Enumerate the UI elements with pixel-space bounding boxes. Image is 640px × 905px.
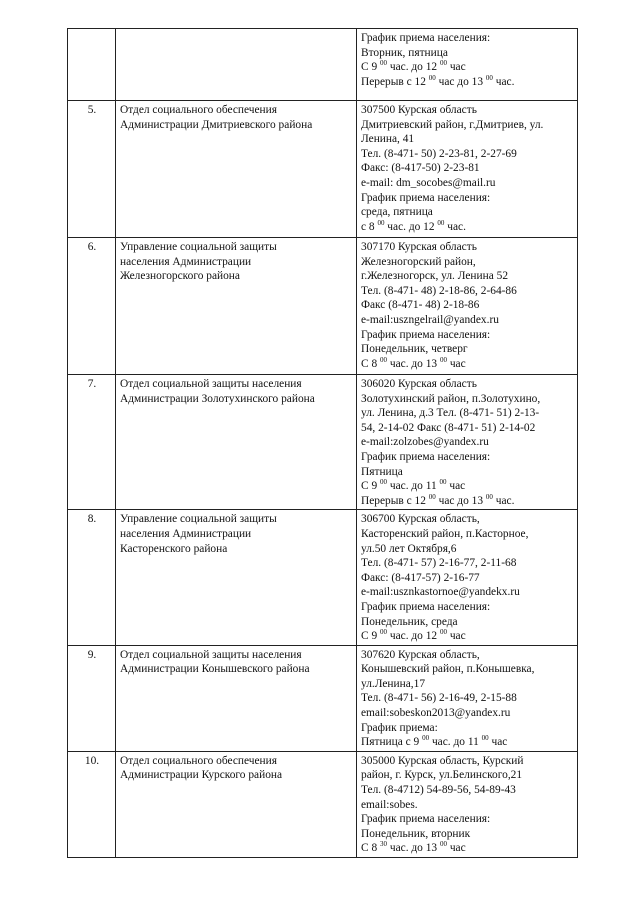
row-number: 10.	[68, 751, 116, 857]
organization-name-line: Отдел социальной защиты населения	[120, 648, 302, 661]
organization-name-line: Управление социальной защиты	[120, 241, 277, 253]
organization-name-line: Железногорского района	[120, 270, 240, 283]
contact-info-line: Понедельник, четверг	[361, 343, 468, 356]
table-row	[68, 101, 578, 238]
contact-info-line: Касторенский район, п.Касторное,	[361, 527, 529, 540]
organization-name-line: Отдел социального обеспечения	[120, 754, 277, 767]
organization-name	[116, 510, 357, 645]
contact-info	[357, 29, 578, 101]
row-number: 9.	[68, 645, 116, 751]
contact-info-line: Факс (8-471- 48) 2-18-86	[361, 299, 480, 312]
contact-info-line: С 9 $^{00}$ час. до 12 $^{00}$ час	[361, 59, 466, 74]
contact-info-line: e-mail:uszngelrail@yandex.ru	[361, 313, 499, 326]
contact-info-line: Факс: (8-417-50) 2-23-81	[361, 162, 480, 175]
organization-name-line: Отдел социальной защиты населения	[120, 378, 302, 390]
row-number: 7.	[68, 375, 116, 510]
row-number: 5.	[68, 101, 116, 238]
contact-info	[357, 375, 578, 510]
contact-info-line: Факс: (8-417-57) 2-16-77	[361, 571, 480, 584]
organization-name-line: Администрации Конышевского района	[120, 663, 310, 676]
organization-name	[116, 375, 357, 510]
organization-name-line: Управление социальной защиты	[120, 513, 277, 526]
table-body	[68, 29, 578, 858]
organization-name	[116, 751, 357, 857]
contact-info-line: Перерыв с 12 $^{00}$ час до 13 $^{00}$ час.	[361, 492, 515, 507]
organization-name-line: Администрации Дмитриевского района	[120, 118, 313, 131]
organization-name	[116, 29, 357, 101]
contact-info-line: ул.50 лет Октября,6	[361, 542, 457, 555]
contact-info-line: e-mail:zolzobes@yandex.ru	[361, 436, 489, 449]
contact-info	[357, 238, 578, 375]
contact-info-line: График приема населения:	[361, 813, 491, 826]
contact-info-line: среда, пятница	[361, 206, 433, 219]
organization-name-line: населения Администрации	[120, 255, 252, 268]
table-row	[68, 510, 578, 645]
contact-info	[357, 510, 578, 645]
contact-info-line: 305000 Курская область, Курский	[361, 754, 524, 767]
organization-name-line: Касторенского района	[120, 542, 228, 555]
row-number: 6.	[68, 238, 116, 375]
contact-info-line: ул.Ленина,17	[361, 677, 426, 690]
table-row	[68, 238, 578, 375]
table-row	[68, 751, 578, 857]
organization-name	[116, 238, 357, 375]
contact-info-line: 307500 Курская область	[361, 104, 477, 116]
contact-info-line: 54, 2-14-02 Факс (8-471- 51) 2-14-02	[361, 421, 536, 434]
contact-info-line: Ленина, 41	[361, 133, 415, 146]
organization-name	[116, 101, 357, 238]
contact-info-line: С 8 $^{30}$ час. до 13 $^{00}$ час	[361, 840, 466, 855]
organization-name-line: Отдел социального обеспечения	[120, 104, 277, 116]
contact-info-line: Железногорский район,	[361, 255, 476, 268]
contact-info-line: Понедельник, среда	[361, 615, 458, 628]
contact-info-line: С 9 $^{00}$ час. до 12 $^{00}$ час	[361, 628, 466, 643]
organization-name-line: населения Администрации	[120, 527, 252, 540]
contact-info-line: 307620 Курская область,	[361, 648, 480, 661]
table-row	[68, 645, 578, 751]
contact-info-line: Пятница	[361, 465, 403, 478]
contact-info-line: С 9 $^{00}$ час. до 11 $^{00}$ час	[361, 478, 466, 493]
table-row	[68, 375, 578, 510]
contact-info-line: Вторник, пятница	[361, 46, 448, 59]
contact-info-line: 306020 Курская область	[361, 378, 477, 390]
organization-name-line: Администрации Курского района	[120, 769, 283, 782]
contact-info-line: e-mail: dm_socobes@mail.ru	[361, 176, 496, 189]
contact-info	[357, 645, 578, 751]
contact-info-line: График приема населения:	[361, 600, 491, 613]
contact-info-line: Тел. (8-471- 48) 2-18-86, 2-64-86	[361, 284, 517, 297]
contact-info-line: Перерыв с 12 $^{00}$ час до 13 $^{00}$ час.	[361, 73, 515, 88]
contact-info-line: Тел. (8-471- 56) 2-16-49, 2-15-88	[361, 692, 517, 705]
contact-info-line: район, г. Курск, ул.Белинского,21	[361, 769, 523, 782]
contact-info-line: e-mail:usznkastornoe@yandekx.ru	[361, 586, 520, 599]
contact-info-line: ул. Ленина, д.3 Тел. (8-471- 51) 2-13-	[361, 407, 540, 420]
contact-info-line: С 8 $^{00}$ час. до 13 $^{00}$ час	[361, 355, 466, 370]
contact-info	[357, 101, 578, 238]
contact-info	[357, 751, 578, 857]
contact-info-line: 307170 Курская область	[361, 241, 477, 253]
contact-info-line: Тел. (8-471- 50) 2-23-81, 2-27-69	[361, 147, 517, 160]
contact-info-line: Дмитриевский район, г.Дмитриев, ул.	[361, 118, 544, 131]
social-protection-offices-table	[67, 28, 578, 858]
table-row	[68, 29, 578, 101]
contact-info-line: График приема населения:	[361, 328, 491, 341]
contact-info-line: Конышевский район, п.Конышевка,	[361, 663, 535, 676]
contact-info-line: email:sobes.	[361, 798, 418, 811]
organization-name-line: Администрации Золотухинского района	[120, 392, 315, 405]
contact-info-line: г.Железногорск, ул. Ленина 52	[361, 270, 509, 283]
contact-info-line: График приема населения:	[361, 32, 491, 44]
contact-info-line: email:sobeskon2013@yandex.ru	[361, 707, 511, 720]
row-number	[68, 29, 116, 101]
contact-info-line: Тел. (8-471- 57) 2-16-77, 2-11-68	[361, 557, 517, 570]
contact-info-line: График приема населения:	[361, 191, 491, 204]
contact-info-line: Пятница с 9 $^{00}$ час. до 11 $^{00}$ час	[361, 734, 508, 749]
contact-info-line: Понедельник, вторник	[361, 827, 471, 840]
contact-info-line: с 8 $^{00}$ час. до 12 $^{00}$ час.	[361, 218, 466, 233]
contact-info-line: Золотухинский район, п.Золотухино,	[361, 392, 541, 405]
contact-info-line: 306700 Курская область,	[361, 513, 480, 526]
row-number: 8.	[68, 510, 116, 645]
contact-info-line: Тел. (8-4712) 54-89-56, 54-89-43	[361, 784, 516, 797]
contact-info-line: График приема населения:	[361, 450, 491, 463]
organization-name	[116, 645, 357, 751]
contact-info-line: График приема:	[361, 721, 438, 734]
